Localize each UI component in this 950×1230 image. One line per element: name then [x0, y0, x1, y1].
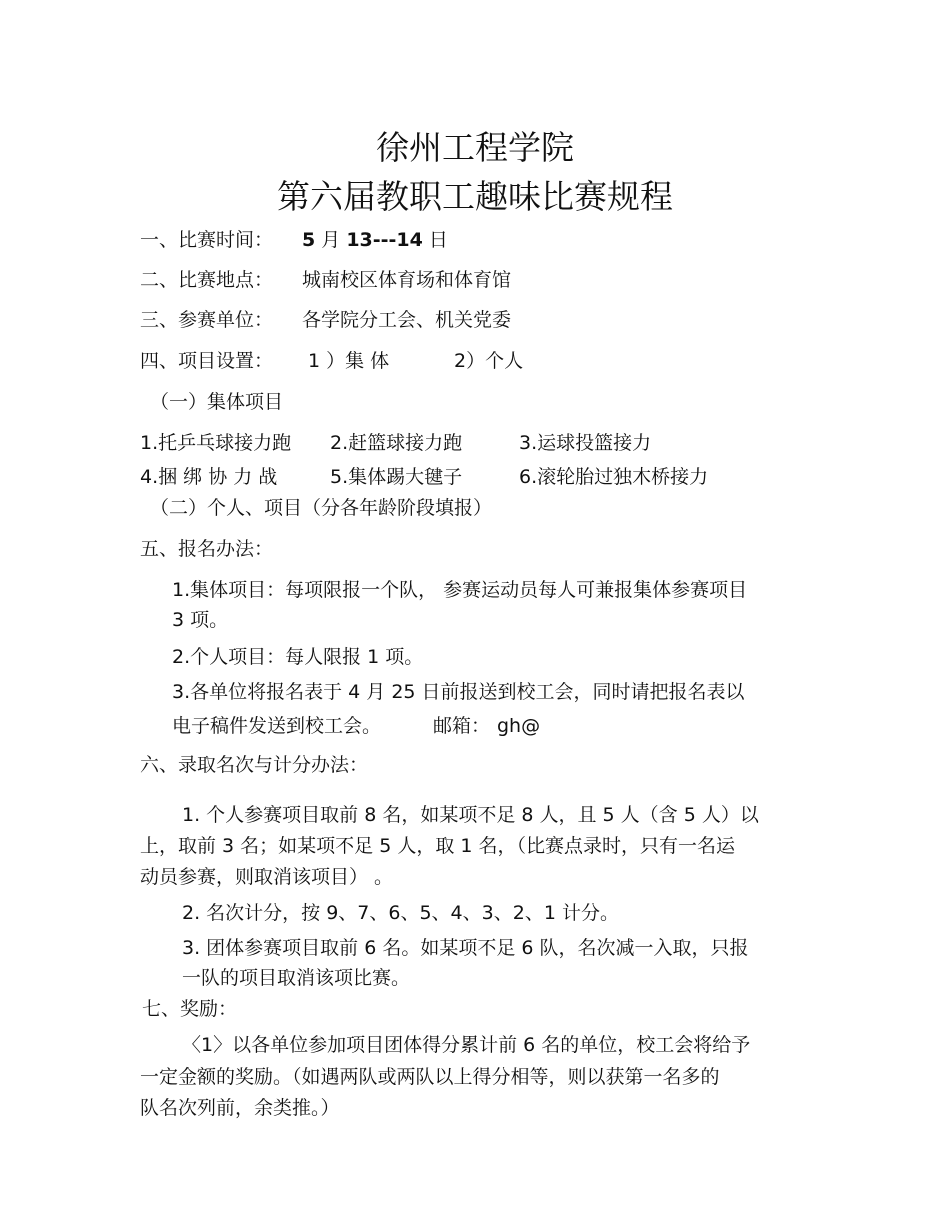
email-value: gh@: [497, 715, 541, 737]
registration-line: 3 项。: [172, 609, 229, 631]
doc-title-line2: 第六届教职工趣味比赛规程: [277, 177, 673, 216]
section-events-label: 四、项目设置：: [140, 350, 274, 372]
section-venue-value: 城南校区体育场和体育馆: [302, 269, 512, 291]
section-awards-label: 七、奖励：: [142, 998, 238, 1020]
section-units-label: 三、参赛单位：: [140, 309, 274, 331]
group-event-item: 6.滚轮胎过独木桥接力: [519, 466, 709, 488]
group-event-item: 4.捆 绑 协 力 战: [140, 466, 278, 488]
group-events-heading: （一）集体项目: [150, 391, 284, 413]
ranking-paragraph-line: 动员参赛，则取消该项目） 。: [140, 866, 394, 888]
registration-line: 电子稿件发送到校工会。: [172, 715, 382, 737]
registration-line: 1.集体项目：每项限报一个队， 参赛运动员每人可兼报集体参赛项目: [172, 579, 748, 601]
awards-paragraph-line: 队名次列前，余类推。）: [140, 1097, 340, 1119]
events-option-group: 1 ）集 体: [308, 350, 390, 372]
section-time-label: 一、比赛时间：: [140, 229, 274, 251]
awards-paragraph-line: 一定金额的奖励。（如遇两队或两队以上得分相等，则以获第一名多的: [140, 1066, 720, 1088]
ranking-paragraph-line: 一队的项目取消该项比赛。: [182, 967, 411, 989]
group-event-item: 5.集体踢大毽子: [330, 466, 463, 488]
section-ranking-label: 六、录取名次与计分办法：: [140, 754, 369, 776]
section-registration-label: 五、报名办法：: [140, 538, 274, 560]
ranking-paragraph-line: 1. 个人参赛项目取前 8 名，如某项不足 8 人，且 5 人（含 5 人）以: [182, 804, 759, 826]
doc-title-line1: 徐州工程学院: [376, 128, 574, 167]
ranking-paragraph-line: 上，取前 3 名；如某项不足 5 人，取 1 名，（比赛点录时，只有一名运: [140, 835, 736, 857]
registration-line: 2.个人项目：每人限报 1 项。: [172, 646, 424, 668]
section-venue-label: 二、比赛地点：: [140, 269, 274, 291]
section-units-value: 各学院分工会、机关党委: [302, 309, 512, 331]
events-option-individual: 2）个人: [454, 350, 524, 372]
ranking-paragraph-line: 3. 团体参赛项目取前 6 名。如某项不足 6 队，名次减一入取，只报: [182, 937, 749, 959]
individual-events-heading: （二）个人、项目（分各年龄阶段填报）: [150, 497, 493, 519]
registration-line: 3.各单位将报名表于 4 月 25 日前报送到校工会，同时请把报名表以: [172, 681, 745, 703]
section-time-value: 5 月 13---14 日: [302, 229, 448, 251]
ranking-paragraph-line: 2. 名次计分，按 9、7、6、5、4、3、2、1 计分。: [182, 902, 619, 924]
email-label: 邮箱：: [433, 715, 491, 737]
awards-paragraph-line: 〈1〉以各单位参加项目团体得分累计前 6 名的单位，校工会将给予: [182, 1034, 751, 1056]
group-event-item: 3.运球投篮接力: [519, 432, 652, 454]
group-event-item: 2.赶篮球接力跑: [330, 432, 463, 454]
group-event-item: 1.托乒乓球接力跑: [140, 432, 292, 454]
